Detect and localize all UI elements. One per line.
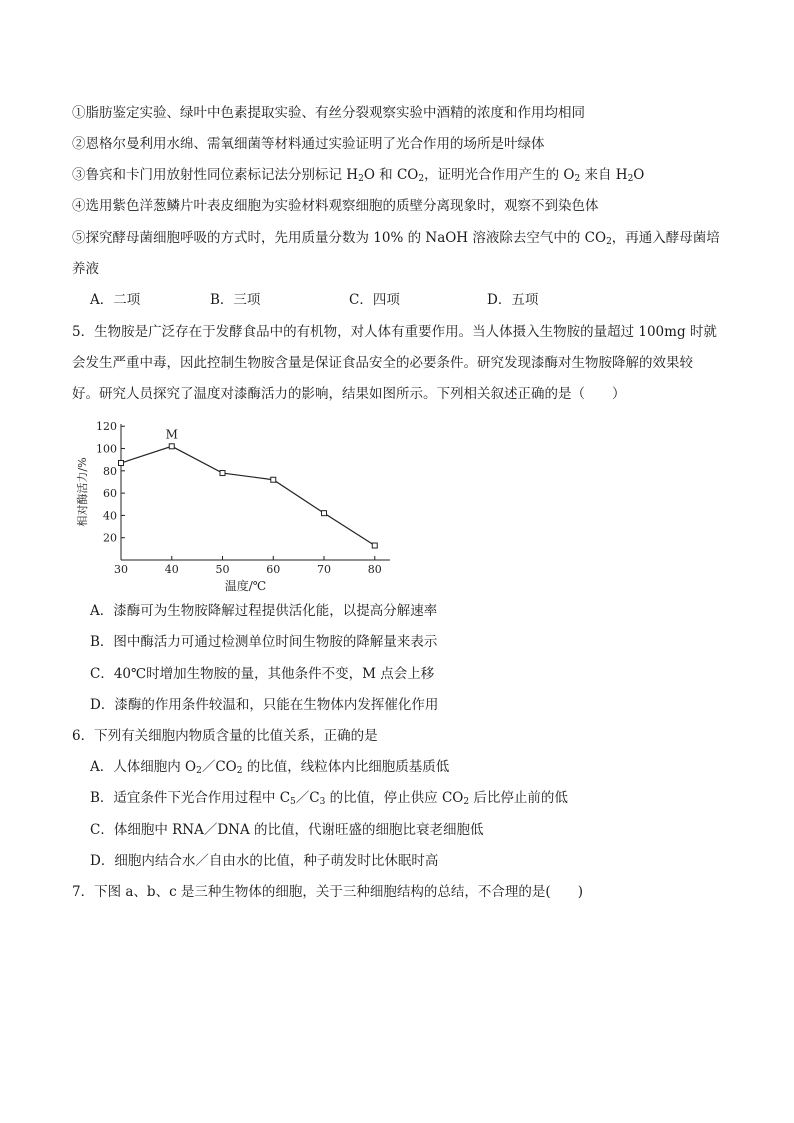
activity-line (121, 446, 375, 545)
data-point (169, 444, 174, 449)
x-tick-label: 50 (215, 563, 230, 576)
q5-stem-line-2: 会发生严重中毒，因此控制生物胺含量是保证食品安全的必要条件。研究发现漆酶对生物胺降解的效果较 (72, 355, 693, 371)
data-point (322, 511, 327, 516)
x-tick-label: 70 (317, 563, 332, 576)
q4-option-a[interactable]: A．二项 (90, 292, 141, 308)
y-tick-label: 100 (96, 442, 117, 456)
q4-statement-4: ④选用紫色洋葱鳞片叶表皮细胞为实验材料观察细胞的质壁分离现象时，观察不到染色体 (72, 198, 599, 214)
q4-statement-5-cont: 养液 (72, 261, 99, 277)
q4-option-b[interactable]: B．三项 (210, 292, 261, 308)
q6-option-b[interactable]: B．适宜条件下光合作用过程中 $C_5/C_3$ 的比值，停止供应 $CO_2$ 后比停止前的低 (90, 790, 568, 807)
enzyme-activity-chart-svg (74, 414, 404, 596)
q4-statement-1: ①脂肪鉴定实验、绿叶中色素提取实验、有丝分裂观察实验中酒精的浓度和作用均相同 (72, 105, 585, 121)
y-axis-label: 相对酶活力/% (76, 457, 89, 527)
data-point (220, 471, 225, 476)
x-tick-label: 60 (266, 563, 281, 576)
y-tick-label: 40 (103, 509, 117, 523)
q4-statement-3: ③鲁宾和卡门用放射性同位素标记法分别标记 $H_2O$ 和 $CO_2$，证明光合作用产生的 $O_2$ 来自 $H_2O$ (72, 167, 645, 184)
q5-stem-line-3: 好。研究人员探究了温度对漆酶活力的影响，结果如图所示。下列相关叙述正确的是（ ） (72, 386, 626, 402)
x-tick-label: 40 (164, 563, 179, 576)
q6-option-c[interactable]: C．体细胞中 RNA／DNA 的比值，代谢旺盛的细胞比衰老细胞低 (90, 822, 484, 838)
enzyme-activity-chart (74, 414, 404, 596)
q4-statement-5: ⑤探究酵母菌细胞呼吸的方式时，先用质量分数为 10% 的 NaOH 溶液除去空气中的 $CO_2$，再通入酵母菌培 (72, 230, 720, 247)
y-tick-label: 120 (96, 420, 117, 434)
q4-option-c[interactable]: C．四项 (349, 292, 400, 308)
q4-statement-2: ②恩格尔曼利用水绵、需氧细菌等材料通过实验证明了光合作用的场所是叶绿体 (72, 136, 545, 152)
y-tick-label: 80 (103, 464, 117, 478)
q6-option-d[interactable]: D．细胞内结合水／自由水的比值，种子萌发时比休眠时高 (90, 853, 439, 869)
data-point (271, 477, 276, 482)
x-axis-label: 温度/℃ (224, 579, 267, 593)
q5-stem-line-1: 5．生物胺是广泛存在于发酵食品中的有机物，对人体有重要作用。当人体摄入生物胺的量超过 100mg 时就 (72, 324, 717, 340)
x-tick-label: 30 (114, 563, 128, 576)
q5-option-d[interactable]: D．漆酶的作用条件较温和，只能在生物体内发挥催化作用 (90, 697, 439, 713)
q5-option-c[interactable]: C．40℃时增加生物胺的量，其他条件不变，M 点会上移 (90, 666, 435, 682)
y-tick-label: 20 (103, 531, 117, 545)
q4-option-d[interactable]: D．五项 (487, 292, 539, 308)
q6-option-a[interactable]: A．人体细胞内 $O_2/CO_2$ 的比值，线粒体内比细胞质基质低 (90, 759, 450, 776)
data-point (119, 461, 124, 466)
q6-stem: 6．下列有关细胞内物质含量的比值关系，正确的是 (72, 728, 378, 744)
q5-option-b[interactable]: B．图中酶活力可通过检测单位时间生物胺的降解量来表示 (90, 634, 438, 650)
data-point (372, 543, 377, 548)
x-tick-label: 80 (367, 563, 382, 576)
y-tick-label: 60 (103, 487, 117, 501)
point-m-label: M (165, 427, 178, 442)
q7-stem: 7．下图 a、b、c 是三种生物体的细胞，关于三种细胞结构的总结，不合理的是( ) (72, 884, 583, 900)
q5-option-a[interactable]: A．漆酶可为生物胺降解过程提供活化能，以提高分解速率 (90, 603, 438, 619)
